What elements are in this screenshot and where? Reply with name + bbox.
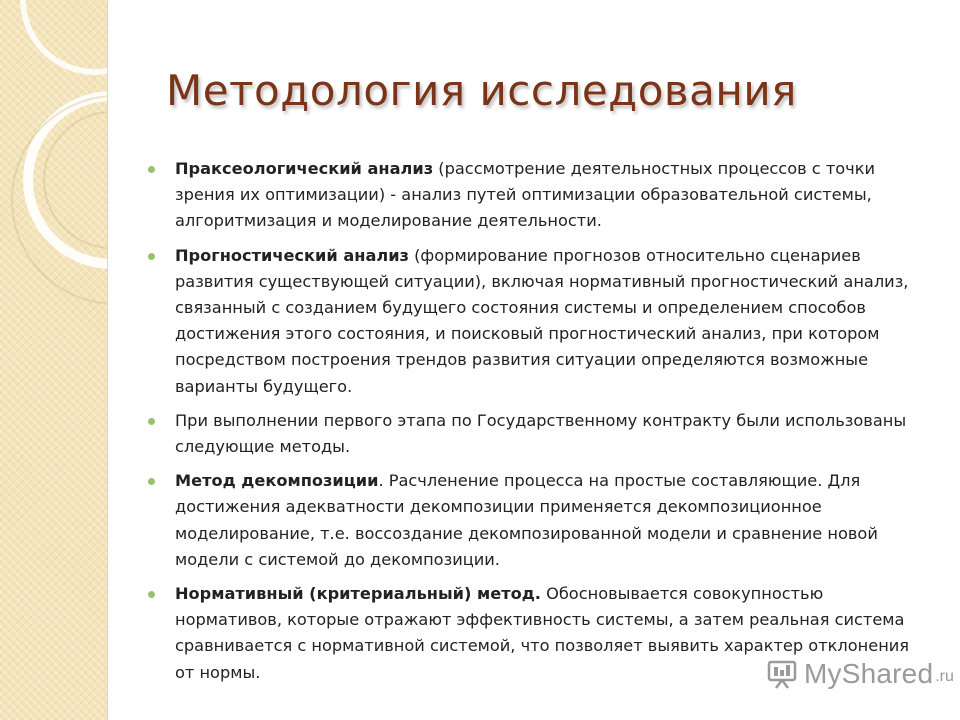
item-text: (рассмотрение деятельностных процессов с точки зрения их оптимизации) - анализ путей оптимизации образовательной системы, алгоритмизация и моделирование деятельности. [175, 159, 876, 231]
bullet-list [148, 156, 933, 694]
item-term: Праксеологический анализ [175, 159, 434, 178]
decorative-circles [0, 0, 107, 720]
list-item [148, 408, 933, 460]
watermark-brand: MyShared [804, 658, 934, 689]
bullet-icon [148, 166, 155, 173]
item-text: . Расчленение процесса на простые составляющие. Для достижения адекватности декомпозиции применяется декомпозиционное моделирование, т.е. воссоздание декомпозированной модели и сравнение новой модели с системой до декомпозиции. [175, 471, 878, 569]
bullet-icon [148, 478, 155, 485]
list-item [148, 243, 933, 400]
watermark [766, 658, 954, 690]
slide-title: Методология исследования [166, 66, 797, 115]
list-item [148, 468, 933, 573]
presentation-icon [766, 659, 800, 689]
decorative-sidebar [0, 0, 108, 720]
bullet-icon [148, 591, 155, 598]
list-item [148, 156, 933, 235]
item-text: Обосновывается совокупностью нормативов, которые отражают эффективность системы, а затем реальная система сравнивается с нормативной системой, что позволяет выявить характер отклонения от нормы. [175, 584, 910, 682]
item-text: При выполнении первого этапа по Государственному контракту были использованы следующие методы. [175, 410, 907, 457]
item-term: Прогностический анализ [175, 245, 409, 265]
item-term: Метод декомпозиции [175, 471, 379, 491]
bullet-icon [148, 253, 155, 260]
watermark-domain: .ru [935, 668, 954, 685]
item-term: Нормативный (критериальный) метод. [175, 584, 541, 604]
bullet-icon [148, 418, 155, 425]
item-text: (формирование прогнозов относительно сценариев развития существующей ситуации), включая нормативный прогностический анализ, связанный с созданием будущего состояния системы и определением способов достижения этого состояния, и поисковый прогностический анализ, при котором посредством построения трендов развития ситуации определяются возможные варианты будущего. [175, 245, 909, 396]
